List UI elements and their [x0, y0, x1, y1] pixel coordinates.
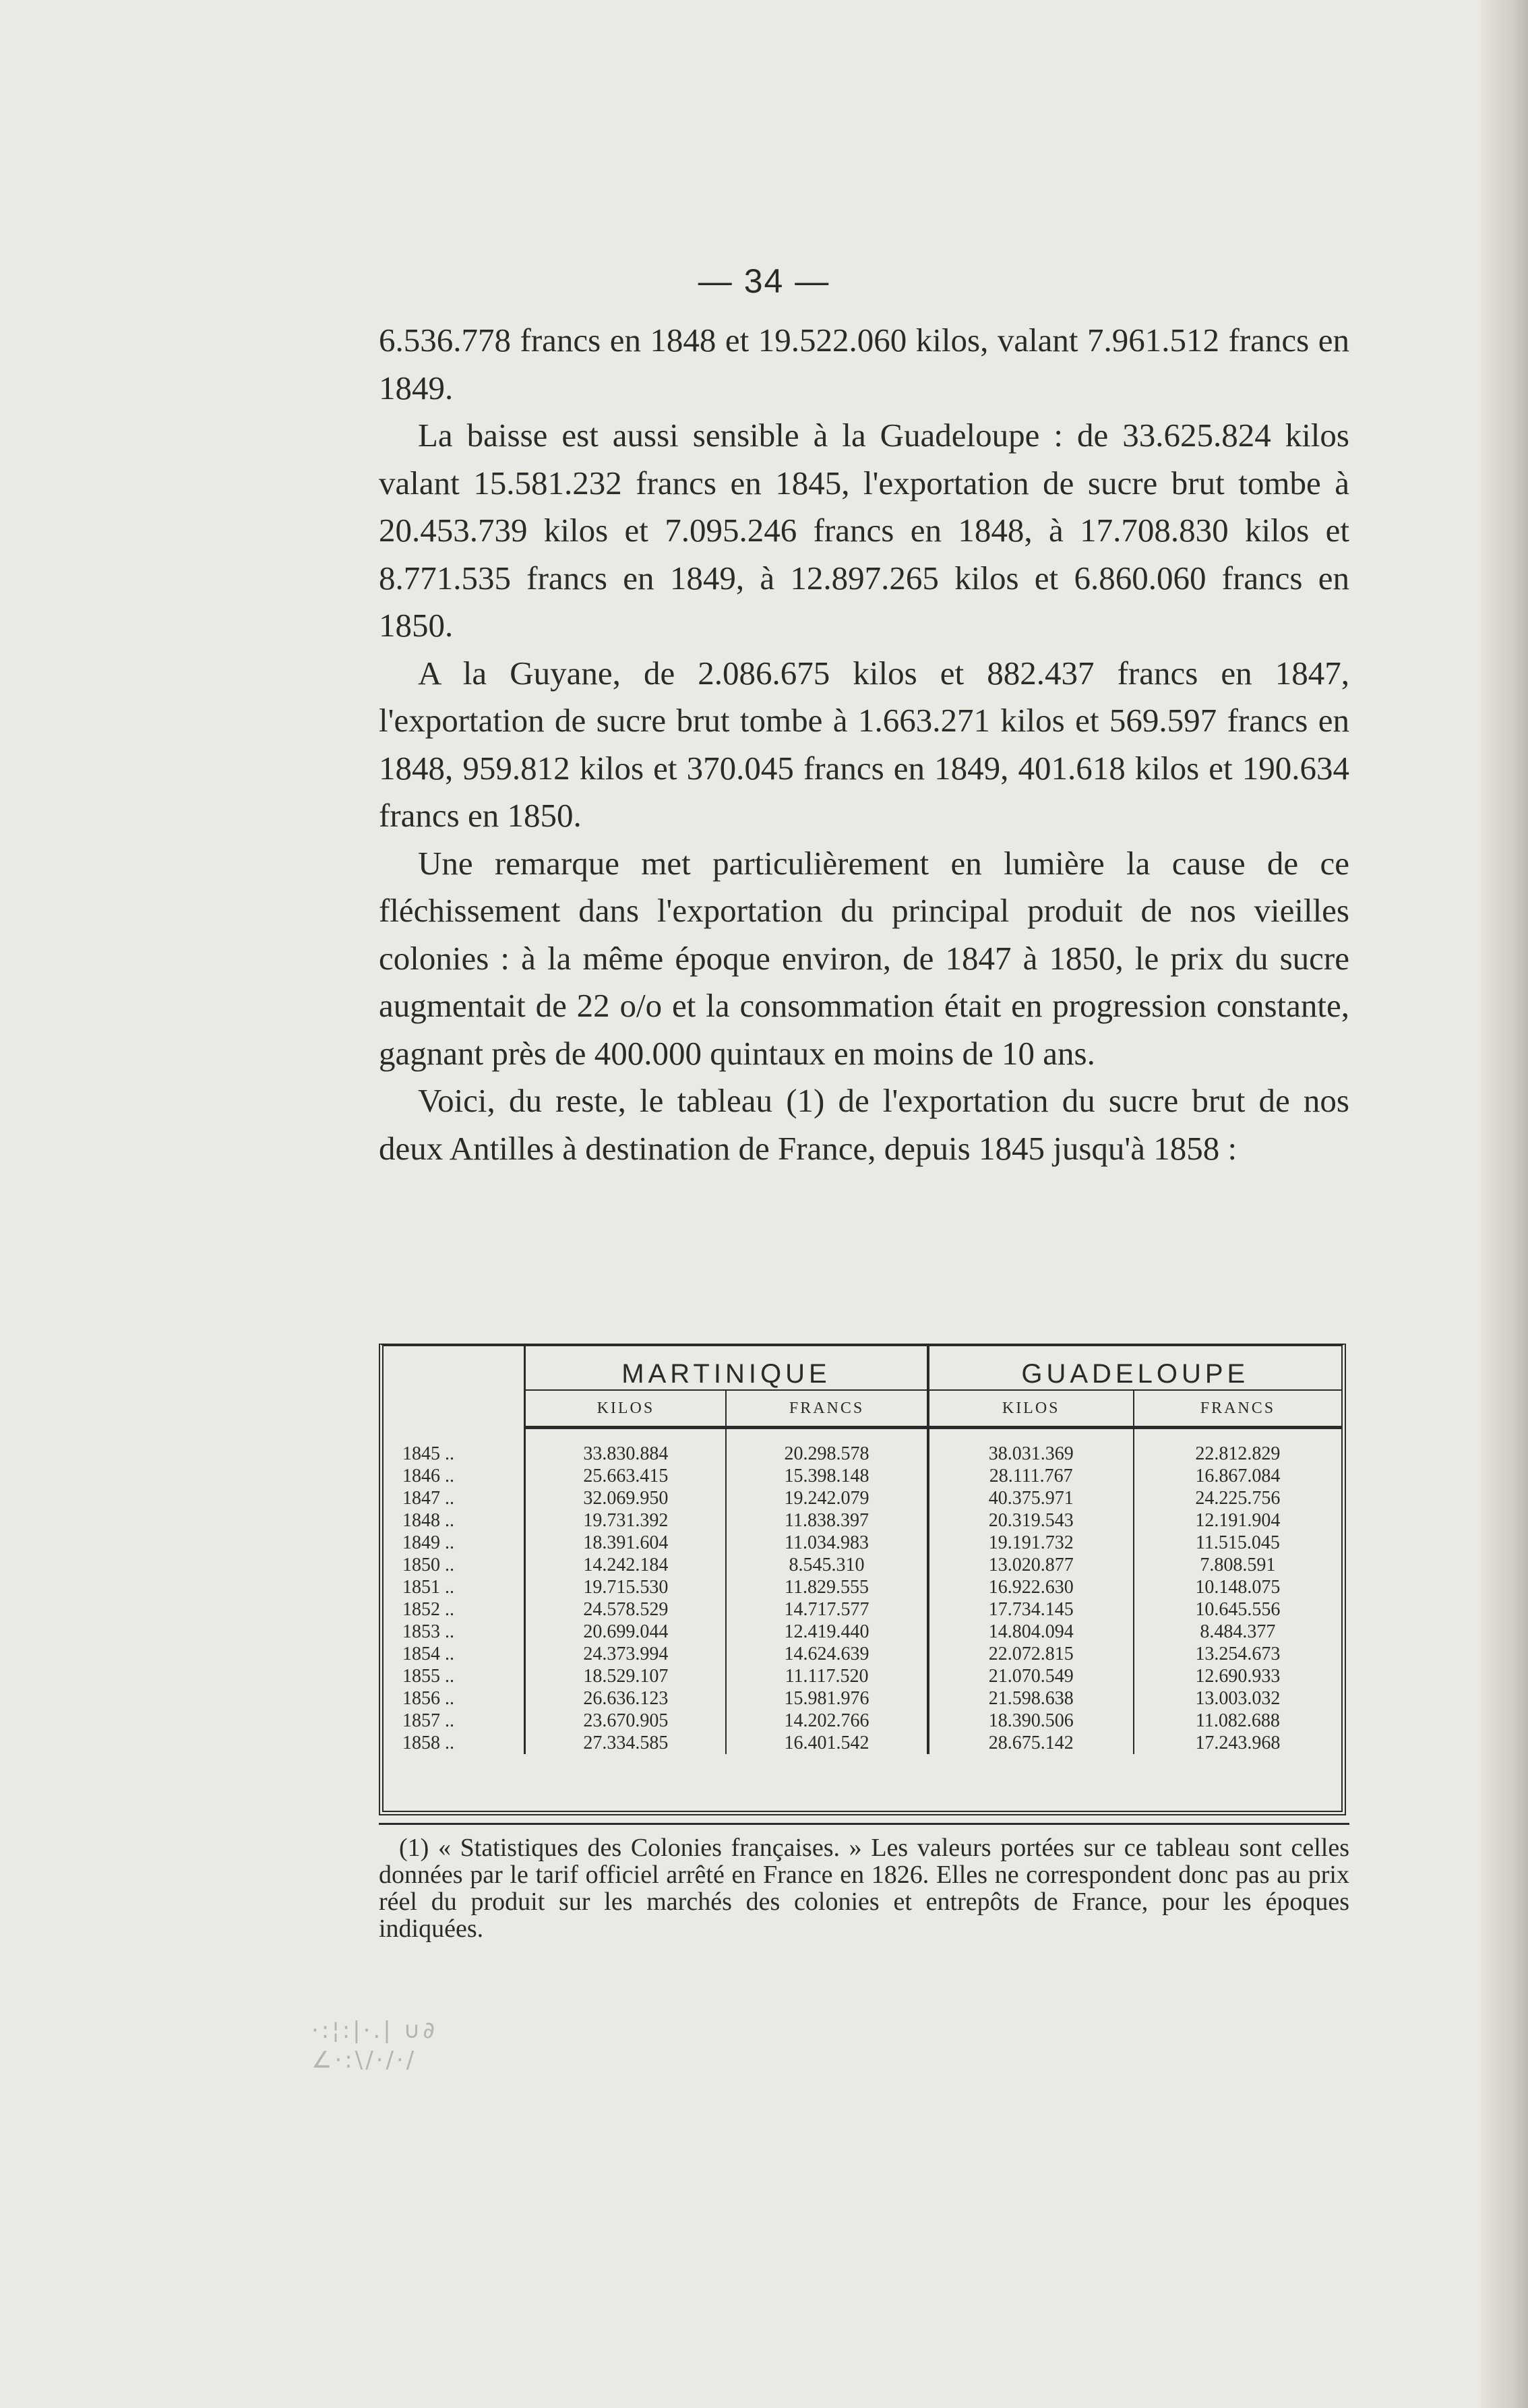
cell-g-kilos: 17.734.145: [928, 1598, 1134, 1621]
cell-g-kilos: 21.598.638: [928, 1687, 1134, 1710]
cell-g-francs: 8.484.377: [1200, 1621, 1276, 1642]
table-row: [384, 1487, 1341, 1509]
cell-year: 1857 ..: [384, 1710, 525, 1732]
export-table-grid: [384, 1346, 1341, 1754]
cell-g-francs: 17.243.968: [1195, 1733, 1281, 1753]
guadeloupe-header: GUADELOUPE: [928, 1346, 1341, 1390]
table-row: [384, 1621, 1341, 1643]
table-body: [384, 1428, 1341, 1755]
cell-g-kilos: 20.319.543: [928, 1509, 1134, 1532]
cell-m-francs: 19.242.079: [726, 1487, 927, 1509]
cell-m-kilos: 24.578.529: [525, 1598, 727, 1621]
cell-m-francs: 11.117.520: [726, 1665, 927, 1687]
table-row: [384, 1710, 1341, 1732]
cell-g-francs: 10.148.075: [1195, 1577, 1281, 1598]
cell-m-francs: 20.298.578: [726, 1443, 927, 1465]
guadeloupe-kilos-header: KILOS: [928, 1390, 1134, 1428]
cell-g-kilos: 21.070.549: [928, 1665, 1134, 1687]
cell-g-kilos: 22.072.815: [928, 1643, 1134, 1665]
cell-m-kilos: 19.715.530: [525, 1576, 727, 1598]
martinique-header: MARTINIQUE: [525, 1346, 928, 1390]
cell-g-francs: 16.867.084: [1195, 1466, 1281, 1486]
cell-g-francs: 7.808.591: [1200, 1555, 1276, 1575]
footnote-text: (1) « Statistiques des Colonies françaises. » Les valeurs portées sur ce tableau sont celles données par le tarif officiel arrêté en France en 1826. Elles ne correspondent donc pas au prix réel du produit sur les marchés des colonies et entrepôts de France, pour les époques indiquées.: [379, 1834, 1349, 1943]
cell-m-kilos: 18.391.604: [525, 1532, 727, 1554]
cell-m-kilos: 23.670.905: [525, 1710, 727, 1732]
cell-m-kilos: 25.663.415: [525, 1465, 727, 1487]
cell-year: 1850 ..: [384, 1554, 525, 1576]
cell-year: 1848 ..: [384, 1509, 525, 1532]
cell-year: 1858 ..: [384, 1732, 525, 1754]
cell-year: 1855 ..: [384, 1665, 525, 1687]
cell-m-kilos: 26.636.123: [525, 1687, 727, 1710]
cell-m-kilos: 32.069.950: [525, 1487, 727, 1509]
paragraph: A la Guyane, de 2.086.675 kilos et 882.437 francs en 1847, l'exportation de sucre brut tombe à 1.663.271 kilos et 569.597 francs en 1848, 959.812 kilos et 370.045 francs en 1849, 401.618 kilos et 190.634 francs en 1850.: [379, 654, 1349, 834]
cell-m-francs: 14.202.766: [726, 1710, 927, 1732]
martinique-kilos-header: KILOS: [525, 1390, 727, 1428]
cell-g-francs: 12.690.933: [1195, 1666, 1281, 1687]
cell-g-kilos: 40.375.971: [928, 1487, 1134, 1509]
cell-g-francs: 22.812.829: [1195, 1443, 1281, 1464]
table-row: [384, 1665, 1341, 1687]
page-number: — 34 —: [698, 262, 830, 300]
cell-m-francs: 12.419.440: [726, 1621, 927, 1643]
cell-g-kilos: 19.191.732: [928, 1532, 1134, 1554]
table-row: [384, 1576, 1341, 1598]
page-edge-shadow: [1481, 0, 1528, 2408]
export-table: [379, 1344, 1346, 1815]
table-row: [384, 1687, 1341, 1710]
cell-g-francs: 13.254.673: [1195, 1644, 1281, 1664]
paragraph: 6.536.778 francs en 1848 et 19.522.060 kilos, valant 7.961.512 francs en 1849.: [379, 322, 1349, 407]
year-header: [384, 1346, 525, 1428]
library-stamp: ·:¦:|·.| ∪∂ ∠·:\/·/·/: [311, 2017, 437, 2074]
paragraph: Voici, du reste, le tableau (1) de l'exportation du sucre brut de nos deux Antilles à destination de France, depuis 1845 jusqu'à 1858 :: [379, 1082, 1349, 1167]
cell-m-francs: 8.545.310: [726, 1554, 927, 1576]
cell-year: 1854 ..: [384, 1643, 525, 1665]
table-row: [384, 1465, 1341, 1487]
paragraph: Une remarque met particulièrement en lumière la cause de ce fléchissement dans l'exportation du principal produit de nos vieilles colonies : à la même époque environ, de 1847 à 1850, le prix du sucre augmentait de 22 o/o et la consommation était en progression constante, gagnant près de 400.000 quintaux en moins de 10 ans.: [379, 844, 1349, 1072]
body-text: [379, 317, 1349, 1172]
cell-year: 1856 ..: [384, 1687, 525, 1710]
guadeloupe-francs-header: FRANCS: [1134, 1390, 1341, 1428]
martinique-francs-header: FRANCS: [726, 1390, 927, 1428]
cell-g-kilos: 18.390.506: [928, 1710, 1134, 1732]
table-row: [384, 1509, 1341, 1532]
cell-g-kilos: 28.111.767: [928, 1465, 1134, 1487]
cell-m-francs: 14.717.577: [726, 1598, 927, 1621]
table-row: [384, 1443, 1341, 1465]
cell-year: 1846 ..: [384, 1465, 525, 1487]
table-row: [384, 1732, 1341, 1754]
cell-m-kilos: 27.334.585: [525, 1732, 727, 1754]
cell-m-francs: 16.401.542: [726, 1732, 927, 1754]
cell-m-francs: 11.838.397: [726, 1509, 927, 1532]
cell-m-kilos: 14.242.184: [525, 1554, 727, 1576]
cell-g-kilos: 28.675.142: [928, 1732, 1134, 1754]
cell-year: 1853 ..: [384, 1621, 525, 1643]
table-row: [384, 1554, 1341, 1576]
cell-m-francs: 11.829.555: [726, 1576, 927, 1598]
cell-m-francs: 15.981.976: [726, 1687, 927, 1710]
cell-g-francs: 24.225.756: [1195, 1488, 1281, 1509]
footnote: [379, 1823, 1349, 1942]
paragraph: La baisse est aussi sensible à la Guadeloupe : de 33.625.824 kilos valant 15.581.232 francs en 1845, l'exportation de sucre brut tombe à 20.453.739 kilos et 7.095.246 francs en 1848, à 17.708.830 kilos et 8.771.535 francs en 1849, à 12.897.265 kilos et 6.860.060 francs en 1850.: [379, 417, 1349, 644]
cell-g-kilos: 13.020.877: [928, 1554, 1134, 1576]
table-row: [384, 1598, 1341, 1621]
cell-m-kilos: 18.529.107: [525, 1665, 727, 1687]
table-row: [384, 1532, 1341, 1554]
cell-year: 1845 ..: [384, 1443, 525, 1465]
cell-g-francs: 12.191.904: [1195, 1510, 1281, 1531]
cell-g-kilos: 14.804.094: [928, 1621, 1134, 1643]
cell-g-francs: 10.645.556: [1195, 1599, 1281, 1620]
cell-m-kilos: 20.699.044: [525, 1621, 727, 1643]
cell-year: 1847 ..: [384, 1487, 525, 1509]
cell-m-kilos: 33.830.884: [525, 1443, 727, 1465]
cell-g-kilos: 38.031.369: [928, 1443, 1134, 1465]
cell-m-kilos: 19.731.392: [525, 1509, 727, 1532]
table-row: [384, 1643, 1341, 1665]
cell-m-francs: 14.624.639: [726, 1643, 927, 1665]
cell-g-kilos: 16.922.630: [928, 1576, 1134, 1598]
cell-year: 1849 ..: [384, 1532, 525, 1554]
cell-m-francs: 15.398.148: [726, 1465, 927, 1487]
cell-year: 1852 ..: [384, 1598, 525, 1621]
cell-g-francs: 13.003.032: [1195, 1688, 1281, 1709]
cell-m-kilos: 24.373.994: [525, 1643, 727, 1665]
cell-g-francs: 11.515.045: [1195, 1532, 1280, 1553]
cell-year: 1851 ..: [384, 1576, 525, 1598]
cell-g-francs: 11.082.688: [1195, 1710, 1280, 1731]
cell-m-francs: 11.034.983: [726, 1532, 927, 1554]
